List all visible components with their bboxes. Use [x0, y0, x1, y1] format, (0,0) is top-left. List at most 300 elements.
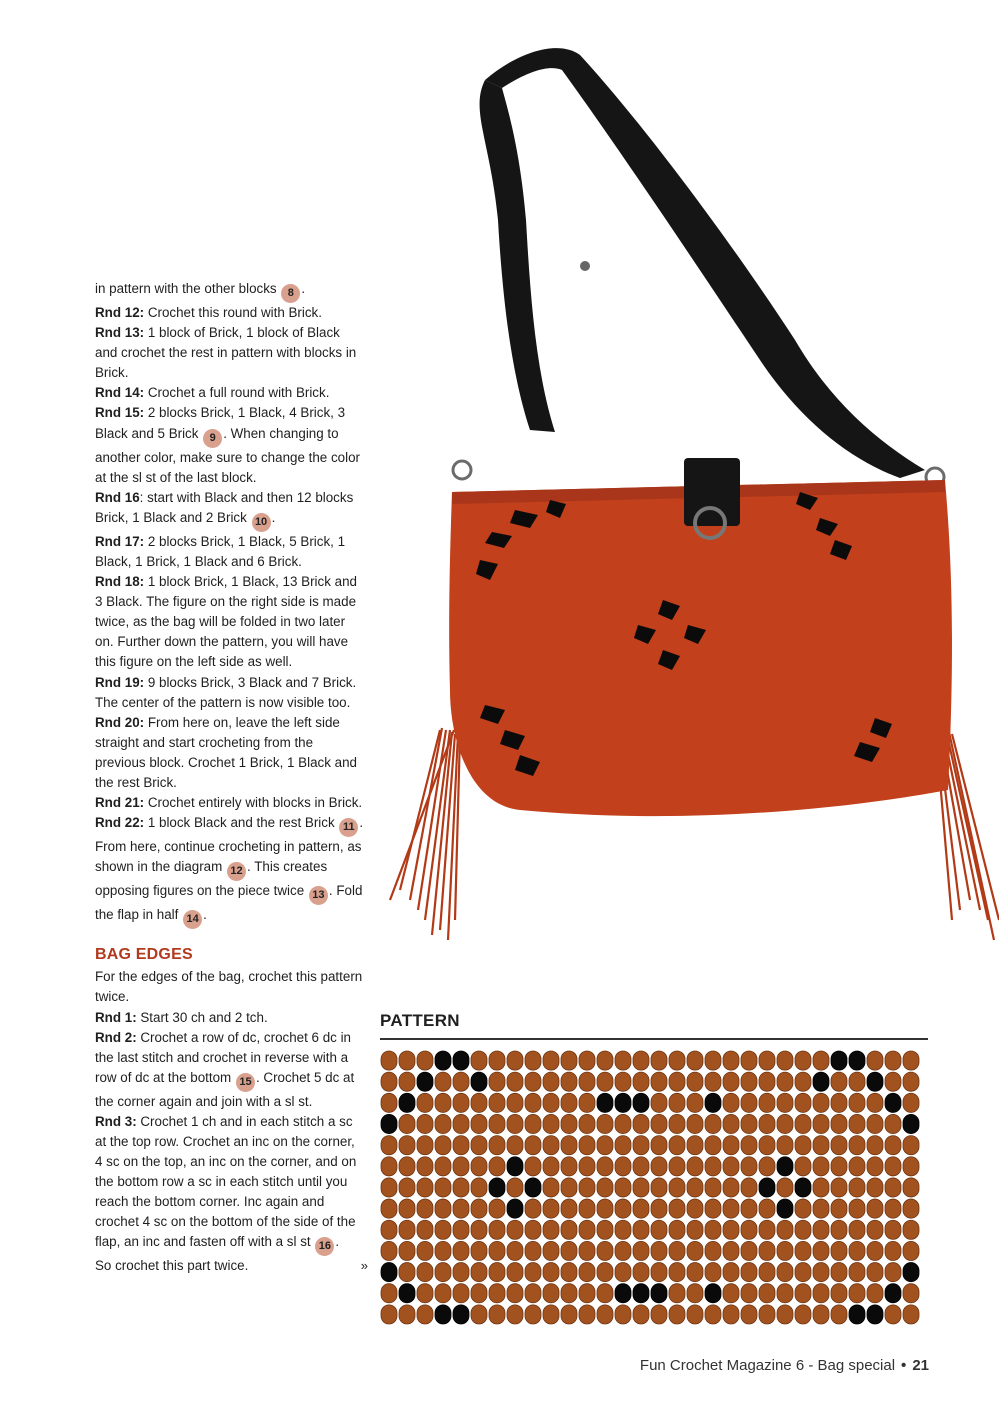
pattern-cell-brick [759, 1199, 775, 1218]
round-text: . Fold the flap in half [95, 883, 363, 923]
pattern-cell-brick [417, 1178, 433, 1197]
pattern-cell-brick [741, 1051, 757, 1070]
step-badge: 12 [227, 862, 246, 881]
pattern-cell-brick [831, 1241, 847, 1260]
instruction-text: in pattern with the other blocks [95, 281, 277, 296]
pattern-cell-brick [453, 1093, 469, 1112]
pattern-cell-brick [525, 1072, 541, 1091]
pattern-cell-brick [723, 1284, 739, 1303]
pattern-cell-brick [903, 1136, 919, 1155]
pattern-cell-brick [579, 1220, 595, 1239]
closing-text: So crochet this part twice. [95, 1258, 249, 1274]
pattern-cell-brick [795, 1220, 811, 1239]
pattern-cell-brick [417, 1241, 433, 1260]
pattern-cell-brick [669, 1199, 685, 1218]
pattern-cell-brick [489, 1263, 505, 1282]
pattern-cell-brick [543, 1284, 559, 1303]
pattern-cell-brick [759, 1136, 775, 1155]
pattern-cell-brick [885, 1072, 901, 1091]
pattern-cell-brick [435, 1136, 451, 1155]
pattern-cell-brick [651, 1051, 667, 1070]
round-text: . Crochet 5 dc at the corner again and join with a sl st. [95, 1069, 355, 1109]
pattern-cell-black [795, 1178, 811, 1197]
pattern-cell-brick [651, 1157, 667, 1176]
pattern-cell-brick [705, 1241, 721, 1260]
pattern-cell-brick [849, 1199, 865, 1218]
pattern-cell-brick [759, 1051, 775, 1070]
pattern-cell-brick [687, 1093, 703, 1112]
pattern-cell-brick [579, 1114, 595, 1133]
round-19 [95, 673, 365, 713]
pattern-cell-brick [543, 1241, 559, 1260]
pattern-cell-brick [507, 1093, 523, 1112]
pattern-cell-brick [687, 1263, 703, 1282]
page-number: 21 [912, 1357, 929, 1374]
pattern-cell-brick [579, 1157, 595, 1176]
pattern-cell-brick [867, 1263, 883, 1282]
pattern-cell-brick [831, 1263, 847, 1282]
pattern-cell-brick [849, 1114, 865, 1133]
pattern-cell-brick [561, 1114, 577, 1133]
pattern-cell-brick [615, 1051, 631, 1070]
pattern-cell-brick [651, 1178, 667, 1197]
pattern-cell-brick [525, 1305, 541, 1324]
pattern-cell-black [381, 1263, 397, 1282]
pattern-cell-brick [795, 1263, 811, 1282]
pattern-cell-brick [723, 1241, 739, 1260]
pattern-cell-brick [525, 1093, 541, 1112]
pattern-cell-brick [705, 1114, 721, 1133]
round-label: Rnd 2: [95, 1029, 137, 1045]
pattern-cell-brick [813, 1051, 829, 1070]
pattern-cell-brick [471, 1305, 487, 1324]
pattern-cell-brick [633, 1178, 649, 1197]
pattern-cell-brick [831, 1305, 847, 1324]
pattern-cell-brick [417, 1157, 433, 1176]
pattern-cell-brick [777, 1072, 793, 1091]
pattern-cell-brick [831, 1072, 847, 1091]
step-badge: 15 [236, 1073, 255, 1092]
pattern-cell-brick [651, 1241, 667, 1260]
pattern-cell-brick [471, 1093, 487, 1112]
instruction-paragraph: in pattern with the other blocks 8 . [95, 279, 365, 303]
pattern-cell-brick [471, 1284, 487, 1303]
pattern-cell-brick [885, 1157, 901, 1176]
pattern-cell-brick [633, 1051, 649, 1070]
round-text: Crochet a row of dc, crochet 6 dc in the last stitch and crochet in reverse with a row of dc at the bottom [95, 1029, 352, 1085]
round-18 [95, 572, 365, 672]
pattern-cell-brick [849, 1178, 865, 1197]
pattern-cell-brick [903, 1157, 919, 1176]
pattern-cell-brick [741, 1178, 757, 1197]
pattern-cell-brick [471, 1199, 487, 1218]
pattern-cell-brick [849, 1263, 865, 1282]
round-14 [95, 383, 365, 403]
pattern-cell-brick [741, 1305, 757, 1324]
pattern-cell-brick [903, 1220, 919, 1239]
pattern-cell-brick [471, 1051, 487, 1070]
step-badge: 16 [315, 1237, 334, 1256]
pattern-cell-brick [561, 1305, 577, 1324]
pattern-cell-brick [507, 1305, 523, 1324]
pattern-cell-brick [849, 1136, 865, 1155]
pattern-cell-brick [597, 1220, 613, 1239]
pattern-cell-brick [561, 1157, 577, 1176]
fringe-left [390, 728, 460, 940]
pattern-cell-black [597, 1093, 613, 1112]
pattern-cell-brick [615, 1114, 631, 1133]
pattern-cell-brick [795, 1136, 811, 1155]
pattern-cell-brick [813, 1199, 829, 1218]
pattern-cell-brick [687, 1199, 703, 1218]
pattern-cell-brick [813, 1157, 829, 1176]
pattern-cell-brick [813, 1093, 829, 1112]
pattern-cell-brick [651, 1305, 667, 1324]
pattern-cell-brick [903, 1284, 919, 1303]
pattern-cell-brick [867, 1157, 883, 1176]
edge-round-3 [95, 1112, 365, 1257]
pattern-cell-brick [417, 1220, 433, 1239]
pattern-cell-brick [381, 1305, 397, 1324]
pattern-cell-brick [795, 1093, 811, 1112]
pattern-cell-brick [597, 1051, 613, 1070]
pattern-cell-brick [669, 1093, 685, 1112]
pattern-cell-brick [849, 1284, 865, 1303]
pattern-cell-brick [597, 1241, 613, 1260]
pattern-cell-brick [615, 1157, 631, 1176]
pattern-cell-brick [795, 1157, 811, 1176]
pattern-cell-brick [597, 1263, 613, 1282]
pattern-cell-brick [741, 1241, 757, 1260]
pattern-cell-black [471, 1072, 487, 1091]
pattern-cell-brick [777, 1241, 793, 1260]
pattern-cell-brick [633, 1157, 649, 1176]
pattern-cell-brick [651, 1136, 667, 1155]
round-20 [95, 713, 365, 793]
pattern-cell-brick [687, 1241, 703, 1260]
pattern-cell-brick [687, 1157, 703, 1176]
pattern-cell-brick [471, 1263, 487, 1282]
pattern-cell-black [615, 1093, 631, 1112]
pattern-cell-brick [489, 1072, 505, 1091]
pattern-cell-brick [381, 1241, 397, 1260]
strap-lower-segment [480, 80, 555, 432]
pattern-cell-brick [777, 1263, 793, 1282]
round-text: . When changing to another color, make sure to change the color at the sl st of the last block. [95, 425, 360, 485]
pattern-cell-brick [669, 1241, 685, 1260]
pattern-cell-brick [669, 1220, 685, 1239]
pattern-cell-brick [741, 1093, 757, 1112]
pattern-cell-brick [831, 1114, 847, 1133]
pattern-cell-brick [489, 1157, 505, 1176]
pattern-cell-brick [579, 1199, 595, 1218]
pattern-cell-brick [723, 1263, 739, 1282]
pattern-cell-brick [435, 1220, 451, 1239]
pattern-cell-brick [651, 1220, 667, 1239]
pattern-cell-brick [633, 1199, 649, 1218]
pattern-cell-brick [885, 1051, 901, 1070]
pattern-cell-brick [561, 1178, 577, 1197]
pattern-cell-brick [471, 1178, 487, 1197]
pattern-cell-brick [435, 1178, 451, 1197]
side-ring-left [453, 461, 471, 479]
pattern-cell-brick [687, 1114, 703, 1133]
pattern-cell-brick [435, 1241, 451, 1260]
round-text: From here on, leave the left side straight and start crocheting from the previous block. Crochet 1 Brick, 1 Black and the rest Brick. [95, 714, 357, 790]
pattern-cell-black [813, 1072, 829, 1091]
pattern-cell-brick [525, 1284, 541, 1303]
pattern-cell-brick [795, 1072, 811, 1091]
pattern-chart [380, 1050, 920, 1325]
step-badge: 13 [309, 886, 328, 905]
pattern-cell-brick [885, 1114, 901, 1133]
pattern-cell-brick [417, 1136, 433, 1155]
pattern-cell-brick [453, 1157, 469, 1176]
pattern-cell-brick [867, 1178, 883, 1197]
pattern-cell-brick [471, 1220, 487, 1239]
pattern-cell-brick [885, 1263, 901, 1282]
edge-round-2 [95, 1028, 365, 1112]
pattern-cell-brick [705, 1136, 721, 1155]
round-label: Rnd 17: [95, 533, 145, 549]
pattern-cell-black [435, 1305, 451, 1324]
pattern-cell-brick [651, 1199, 667, 1218]
pattern-cell-black [831, 1051, 847, 1070]
round-text: Crochet entirely with blocks in Brick. [144, 795, 363, 811]
step-badge: 14 [183, 910, 202, 929]
pattern-cell-brick [543, 1072, 559, 1091]
pattern-cell-brick [579, 1284, 595, 1303]
round-label: Rnd 19: [95, 674, 145, 690]
pattern-cell-brick [885, 1241, 901, 1260]
pattern-cell-black [849, 1305, 865, 1324]
pattern-cell-brick [759, 1263, 775, 1282]
pattern-cell-brick [381, 1220, 397, 1239]
pattern-cell-brick [579, 1305, 595, 1324]
round-label: Rnd 20: [95, 714, 145, 730]
pattern-cell-brick [417, 1263, 433, 1282]
pattern-cell-brick [489, 1114, 505, 1133]
pattern-cell-brick [525, 1220, 541, 1239]
pattern-cell-brick [831, 1284, 847, 1303]
pattern-cell-black [633, 1284, 649, 1303]
pattern-cell-brick [633, 1220, 649, 1239]
pattern-cell-brick [399, 1114, 415, 1133]
round-label: Rnd 16 [95, 489, 140, 505]
pattern-cell-brick [417, 1114, 433, 1133]
pattern-cell-brick [885, 1199, 901, 1218]
round-12 [95, 303, 365, 323]
pattern-cell-brick [903, 1178, 919, 1197]
continue-arrow-icon: » [360, 1258, 368, 1274]
round-label: Rnd 15: [95, 405, 145, 421]
pattern-cell-brick [759, 1157, 775, 1176]
pattern-cell-brick [579, 1178, 595, 1197]
pattern-cell-brick [831, 1136, 847, 1155]
pattern-cell-brick [759, 1072, 775, 1091]
pattern-cell-black [417, 1072, 433, 1091]
pattern-cell-black [435, 1051, 451, 1070]
pattern-cell-black [633, 1093, 649, 1112]
round-label: Rnd 13: [95, 325, 145, 341]
pattern-cell-brick [903, 1093, 919, 1112]
pattern-cell-brick [741, 1114, 757, 1133]
pattern-cell-brick [651, 1093, 667, 1112]
round-15 [95, 403, 365, 487]
pattern-cell-brick [489, 1199, 505, 1218]
pattern-cell-brick [525, 1199, 541, 1218]
pattern-cell-brick [777, 1284, 793, 1303]
pattern-cell-brick [381, 1284, 397, 1303]
pattern-cell-brick [669, 1157, 685, 1176]
pattern-cell-brick [795, 1051, 811, 1070]
pattern-cell-brick [489, 1241, 505, 1260]
pattern-cell-brick [867, 1051, 883, 1070]
pattern-cell-brick [903, 1241, 919, 1260]
round-13 [95, 323, 365, 383]
pattern-cell-brick [867, 1093, 883, 1112]
pattern-cell-brick [741, 1263, 757, 1282]
pattern-cell-brick [705, 1051, 721, 1070]
bag-edges-heading: BAG EDGES [95, 946, 193, 964]
pattern-cell-brick [615, 1305, 631, 1324]
pattern-cell-brick [597, 1178, 613, 1197]
pattern-cell-brick [849, 1241, 865, 1260]
pattern-cell-brick [741, 1199, 757, 1218]
round-text: 9 blocks Brick, 3 Black and 7 Brick. The center of the pattern is now visible too. [95, 674, 357, 710]
pattern-cell-brick [525, 1157, 541, 1176]
pattern-cell-brick [561, 1263, 577, 1282]
pattern-cell-brick [525, 1114, 541, 1133]
round-label: Rnd 14: [95, 385, 145, 401]
bag-edges-intro: For the edges of the bag, crochet this pattern twice. [95, 969, 363, 1005]
pattern-cell-brick [741, 1136, 757, 1155]
pattern-cell-brick [417, 1199, 433, 1218]
pattern-cell-brick [507, 1051, 523, 1070]
round-text: 1 block Black and the rest Brick [144, 815, 335, 831]
pattern-cell-brick [561, 1051, 577, 1070]
step-badge: 8 [281, 284, 300, 303]
pattern-cell-brick [471, 1241, 487, 1260]
pattern-cell-brick [705, 1178, 721, 1197]
pattern-cell-brick [381, 1178, 397, 1197]
pattern-cell-brick [687, 1284, 703, 1303]
pattern-cell-brick [507, 1072, 523, 1091]
pattern-cell-brick [453, 1241, 469, 1260]
pattern-cell-brick [399, 1220, 415, 1239]
pattern-cell-brick [687, 1305, 703, 1324]
pattern-cell-brick [579, 1136, 595, 1155]
round-text: : start with Black and then 12 blocks Brick, 1 Black and 2 Brick [95, 489, 354, 525]
pattern-cell-brick [759, 1284, 775, 1303]
pattern-cell-brick [813, 1241, 829, 1260]
pattern-cell-brick [453, 1114, 469, 1133]
pattern-cell-brick [471, 1136, 487, 1155]
pattern-cell-brick [543, 1051, 559, 1070]
pattern-cell-brick [723, 1178, 739, 1197]
pattern-cell-brick [669, 1051, 685, 1070]
pattern-cell-brick [489, 1136, 505, 1155]
pattern-cell-brick [597, 1072, 613, 1091]
pattern-cell-brick [543, 1136, 559, 1155]
pattern-cell-brick [597, 1157, 613, 1176]
pattern-cell-brick [813, 1136, 829, 1155]
crochet-bag-photo [380, 40, 999, 960]
pattern-cell-brick [831, 1157, 847, 1176]
pattern-cell-brick [525, 1263, 541, 1282]
pattern-cell-brick [417, 1284, 433, 1303]
pattern-cell-brick [543, 1305, 559, 1324]
pattern-cell-brick [849, 1157, 865, 1176]
pattern-cell-brick [561, 1284, 577, 1303]
pattern-cell-black [453, 1305, 469, 1324]
publication-name: Fun Crochet Magazine 6 - Bag special [639, 1357, 896, 1374]
pattern-cell-brick [543, 1157, 559, 1176]
pattern-cell-brick [651, 1114, 667, 1133]
pattern-cell-brick [867, 1220, 883, 1239]
pattern-cell-brick [633, 1305, 649, 1324]
pattern-cell-brick [597, 1284, 613, 1303]
pattern-cell-black [849, 1051, 865, 1070]
flap-strap [684, 458, 740, 526]
pattern-cell-brick [597, 1199, 613, 1218]
step-badge: 9 [203, 429, 222, 448]
round-text: . [335, 1234, 340, 1250]
pattern-cell-brick [723, 1136, 739, 1155]
round-label: Rnd 18: [95, 574, 145, 590]
round-label: Rnd 1: [95, 1009, 137, 1025]
pattern-cell-brick [453, 1072, 469, 1091]
pattern-cell-black [399, 1093, 415, 1112]
round-text: 1 block of Brick, 1 block of Black and crochet the rest in pattern with blocks in Brick. [95, 325, 357, 381]
strap-buckle [580, 261, 590, 271]
pattern-cell-brick [867, 1114, 883, 1133]
pattern-cell-brick [381, 1199, 397, 1218]
round-text: 2 blocks Brick, 1 Black, 4 Brick, 3 Black and 5 Brick [95, 405, 346, 441]
pattern-cell-brick [579, 1051, 595, 1070]
pattern-cell-brick [831, 1220, 847, 1239]
round-label: Rnd 3: [95, 1113, 137, 1129]
pattern-cell-brick [381, 1157, 397, 1176]
pattern-cell-brick [435, 1114, 451, 1133]
pattern-cell-brick [687, 1136, 703, 1155]
pattern-cell-brick [399, 1136, 415, 1155]
pattern-cell-brick [741, 1157, 757, 1176]
pattern-cell-brick [777, 1178, 793, 1197]
pattern-cell-brick [597, 1136, 613, 1155]
round-label: Rnd 21: [95, 795, 145, 811]
pattern-cell-brick [867, 1199, 883, 1218]
pattern-cell-brick [543, 1199, 559, 1218]
pattern-cell-brick [615, 1263, 631, 1282]
pattern-cell-black [903, 1263, 919, 1282]
pattern-cell-brick [741, 1072, 757, 1091]
pattern-cell-brick [507, 1136, 523, 1155]
pattern-cell-brick [615, 1199, 631, 1218]
pattern-cell-brick [399, 1305, 415, 1324]
pattern-cell-brick [831, 1093, 847, 1112]
pattern-cell-brick [777, 1136, 793, 1155]
instructions-column [95, 279, 368, 1277]
pattern-cell-brick [687, 1178, 703, 1197]
pattern-cell-black [489, 1178, 505, 1197]
pattern-cell-brick [849, 1220, 865, 1239]
pattern-cell-brick [723, 1199, 739, 1218]
pattern-cell-brick [831, 1199, 847, 1218]
pattern-cell-brick [813, 1284, 829, 1303]
pattern-cell-brick [795, 1114, 811, 1133]
pattern-cell-brick [399, 1178, 415, 1197]
